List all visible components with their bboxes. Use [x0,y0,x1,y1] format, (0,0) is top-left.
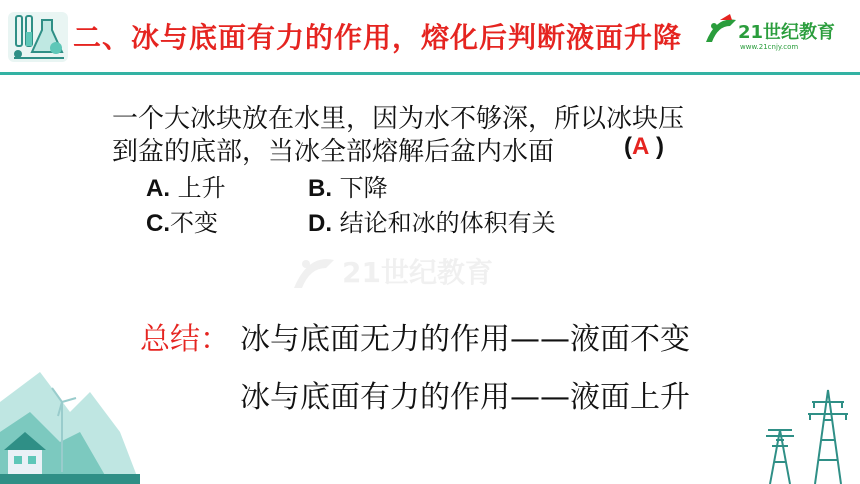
answer-open: ( [624,133,632,160]
answer-close: ) [656,133,665,160]
option-b-key: B. [308,175,332,202]
brand-logo [700,12,850,52]
logo-url: www.21cnjy.com [740,43,799,51]
watermark-logo [290,248,510,298]
answer-letter: A [632,133,650,160]
header-bar [0,0,860,74]
option-c [146,203,218,238]
option-d [308,203,556,238]
option-a-text: 上升 [177,174,226,202]
summary-line-1: 冰与底面无力的作用——液面不变 [240,322,690,357]
option-a-key: A. [146,175,170,202]
option-b [308,168,388,203]
lab-flask-icon [6,8,76,66]
answer-bracket [624,133,664,161]
power-towers-illustration [740,370,860,484]
summary-label: 总结： [140,322,230,357]
option-b-text: 下降 [339,174,388,202]
page-title: 二、冰与底面有力的作用，熔化后判断液面升降 [73,21,683,54]
landscape-illustration [0,362,140,484]
question-line-1: 一个大冰块放在水里，因为水不够深，所以冰块压 [112,104,685,134]
header-divider [0,72,860,75]
watermark-text: 21世纪教育 [342,256,493,289]
option-d-text: 结论和冰的体积有关 [339,209,556,237]
option-d-key: D. [308,210,332,237]
logo-text: 21世纪教育 [738,22,836,43]
option-c-text: 不变 [170,209,218,237]
option-a [146,168,226,203]
option-c-key: C. [146,210,170,237]
summary-line-2: 冰与底面有力的作用——液面上升 [240,380,690,415]
question-line-2: 到盆的底部，当冰全部熔解后盆内水面 [112,137,555,167]
